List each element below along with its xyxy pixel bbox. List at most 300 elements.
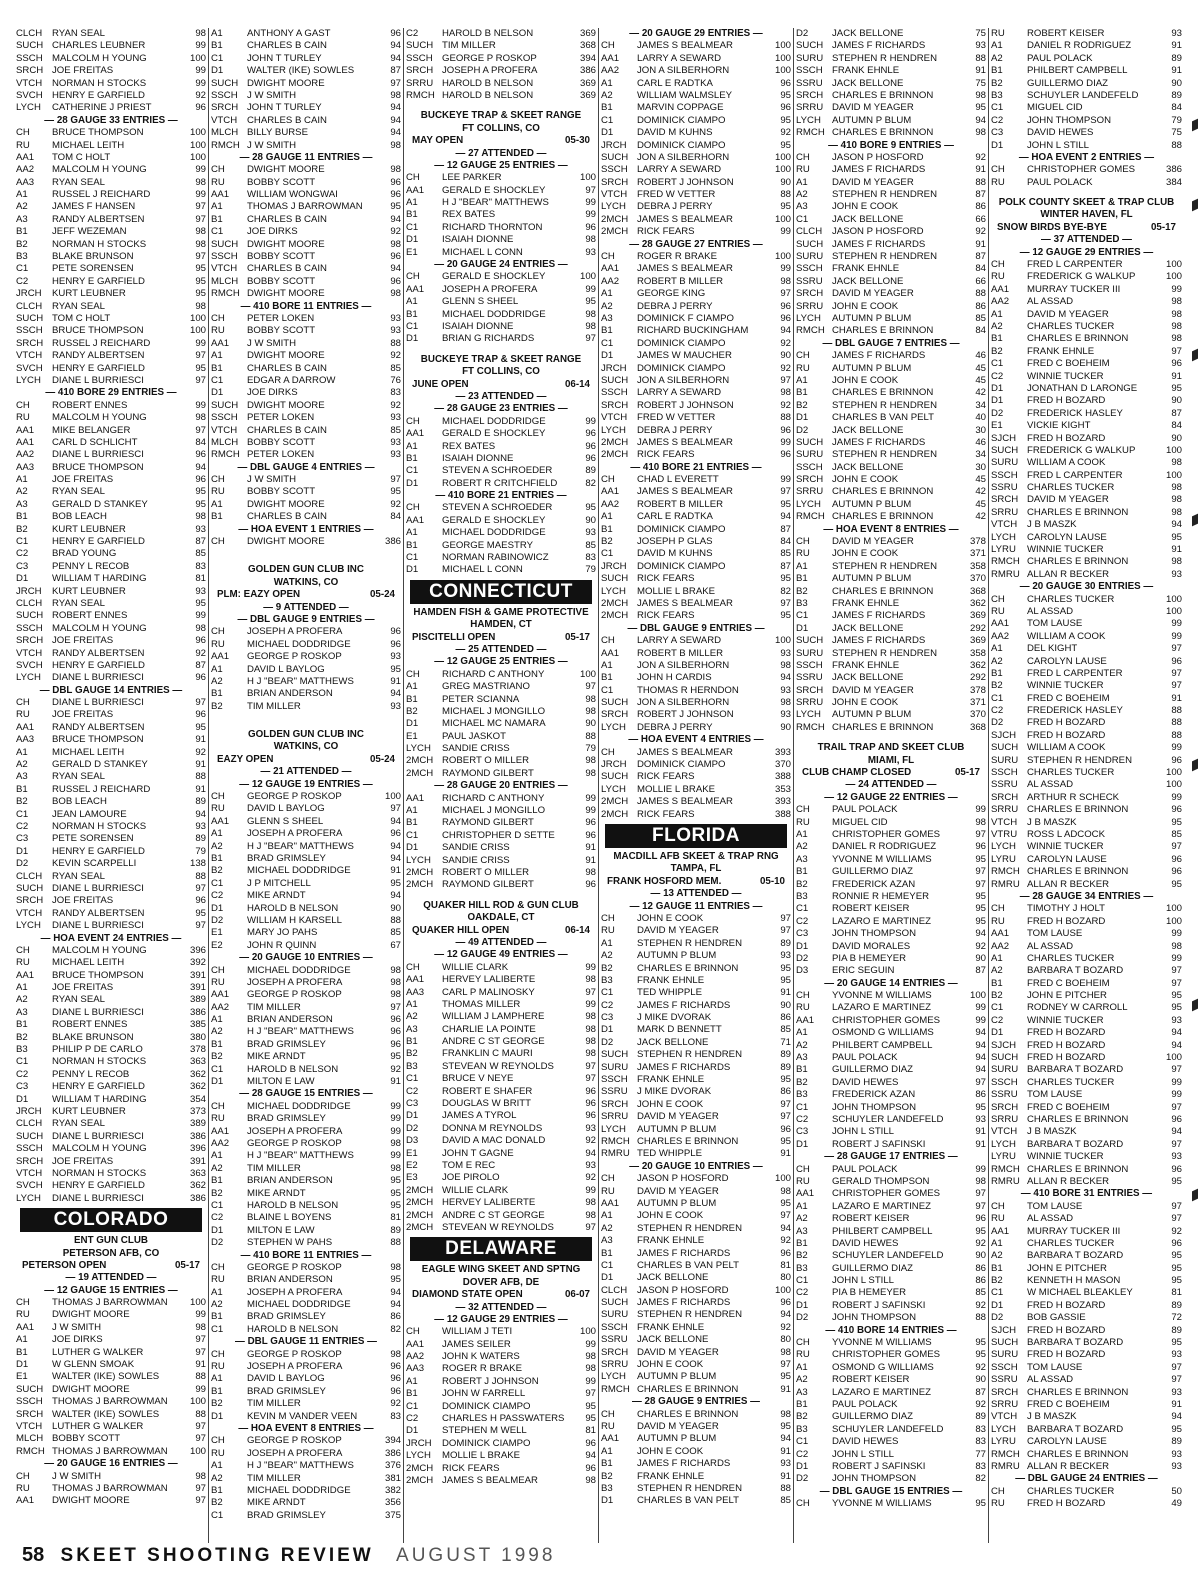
score: 49 <box>1171 1498 1182 1510</box>
class-code: LYRU <box>991 544 1016 556</box>
score: 94 <box>390 815 401 827</box>
class-code: D2 <box>796 1312 809 1324</box>
shooter-name: MILTON E LAW <box>247 1224 315 1236</box>
shooter-name: JAMES S BEALMEAR <box>637 213 733 225</box>
class-code: C2 <box>991 1014 1004 1026</box>
score: 86 <box>390 1311 401 1323</box>
class-code: B1 <box>16 1346 28 1358</box>
result-row <box>16 1446 206 1458</box>
shooter-name: AUTUMN P BLUM <box>832 573 912 585</box>
class-code: B1 <box>406 1036 418 1048</box>
score: 95 <box>1171 1337 1182 1349</box>
class-code: CH <box>796 1498 810 1510</box>
shooter-name: WILLIAM T HARDING <box>52 1093 147 1105</box>
result-row <box>16 771 206 783</box>
shooter-name: BOBBY SCOTT <box>52 1433 121 1445</box>
class-code: AA2 <box>601 65 620 77</box>
class-code: VTCH <box>16 350 43 362</box>
score: 100 <box>774 213 791 225</box>
shooter-name: BOBBY SCOTT <box>247 176 316 188</box>
shooter-name: ROBERT O MILLER <box>442 867 530 878</box>
score: 97 <box>780 925 791 937</box>
result-row <box>796 462 986 474</box>
result-row <box>406 1438 596 1450</box>
class-code: A1 <box>991 308 1003 320</box>
shoot-heading: BUCKEYE TRAP & SKEET RANGE <box>420 110 582 122</box>
score: 99 <box>585 998 596 1010</box>
shooter-name: YVONNE M WILLIAMS <box>832 990 932 1002</box>
score: 97 <box>390 1001 401 1013</box>
result-row <box>991 321 1182 333</box>
result-row <box>406 1073 596 1085</box>
result-row <box>601 127 791 139</box>
score: 97 <box>195 201 206 213</box>
shooter-name: HENRY E GARFIELD <box>52 89 145 101</box>
shooter-name: CHARLES TUCKER <box>1027 482 1115 494</box>
shooter-name: AUTUMN P BLUM <box>637 1197 717 1209</box>
result-row <box>601 1471 791 1483</box>
score: 373 <box>189 1105 206 1117</box>
class-code: D2 <box>601 1036 614 1048</box>
result-row <box>601 1012 791 1024</box>
shooter-name: HAROLD B NELSON <box>247 902 339 914</box>
spacer <box>406 346 596 354</box>
result-row <box>796 102 986 114</box>
class-code: SUCH <box>796 40 824 52</box>
results-column <box>404 28 599 1543</box>
result-row <box>211 903 401 915</box>
class-code: A1 <box>601 511 613 523</box>
class-code: C1 <box>211 1509 224 1521</box>
result-row <box>796 1461 986 1473</box>
class-code: C1 <box>406 1400 419 1412</box>
class-code: C2 <box>796 915 809 927</box>
shooter-name: WILLIAM A COOK <box>1027 457 1106 469</box>
score: 92 <box>585 1172 596 1184</box>
result-row <box>211 90 401 102</box>
score: 95 <box>975 915 986 927</box>
class-code: E1 <box>406 730 418 742</box>
score: 100 <box>774 151 791 163</box>
shooter-name: MIKE ARNDT <box>247 1187 306 1199</box>
class-code: SSCH <box>406 52 433 64</box>
score: 97 <box>780 1210 791 1222</box>
result-row <box>16 375 206 387</box>
result-row <box>601 1309 791 1321</box>
score: 99 <box>195 189 206 201</box>
shooter-name: DIANE L BURRIESCI <box>52 449 144 461</box>
score: 99 <box>390 1125 401 1137</box>
result-row <box>211 1411 401 1423</box>
score: 95 <box>1171 878 1182 890</box>
score: 94 <box>1171 1027 1182 1039</box>
class-code: E1 <box>406 1147 418 1159</box>
result-row <box>16 1347 206 1359</box>
score: 89 <box>780 937 791 949</box>
score: 90 <box>1171 77 1182 89</box>
class-code: RU <box>601 1420 615 1432</box>
event-header: — 12 GAUGE 29 ENTRIES — <box>434 1313 568 1325</box>
result-row <box>211 115 401 127</box>
shooter-name: JACK BELLONE <box>832 213 904 225</box>
shooter-name: GEORGE P ROSKOP <box>247 989 342 1001</box>
class-code: D1 <box>601 350 614 362</box>
shooter-name: JOHN L STILL <box>832 1448 895 1460</box>
shooter-name: FRANK EHNLE <box>832 659 900 671</box>
shoot-name: JUNE OPEN <box>412 378 469 390</box>
result-row <box>796 623 986 635</box>
score: 88 <box>975 1312 986 1324</box>
result-row <box>601 561 791 573</box>
result-row <box>16 1193 206 1205</box>
result-row <box>16 858 206 870</box>
shooter-name: CHARLES TUCKER <box>1027 952 1115 964</box>
score: 99 <box>1171 928 1182 940</box>
result-row <box>991 1312 1182 1324</box>
score: 92 <box>780 399 791 411</box>
class-code: AA1 <box>211 337 230 349</box>
shooter-name: JACK BELLONE <box>832 77 904 89</box>
shoot-date: 05-30 <box>564 135 590 147</box>
score: 96 <box>780 1247 791 1259</box>
result-row <box>406 515 596 527</box>
class-code: D2 <box>796 28 809 39</box>
shooter-name: JASON P HOSFORD <box>832 151 924 163</box>
shooter-name: BRIAN ANDERSON <box>247 688 333 700</box>
class-code: AA2 <box>601 498 620 510</box>
result-row <box>406 681 596 693</box>
result-row <box>16 548 206 560</box>
score: 98 <box>585 1351 596 1363</box>
score: 75 <box>975 28 986 39</box>
shooter-name: JOHN THOMPSON <box>832 928 917 940</box>
result-row <box>16 1359 206 1371</box>
class-code: CH <box>796 990 810 1002</box>
class-code: D2 <box>796 1473 809 1485</box>
result-row <box>991 1449 1182 1461</box>
score: 93 <box>975 40 986 52</box>
score: 292 <box>969 672 986 684</box>
shooter-name: DANIEL R RODRIGUEZ <box>1027 40 1132 52</box>
result-row <box>211 28 401 40</box>
score: 100 <box>1165 593 1182 605</box>
shooter-name: TOM LAUSE <box>1027 1089 1083 1101</box>
shooter-name: FRED C BOEHEIM <box>1027 692 1110 704</box>
shooter-name: STEPHEN R HENDREN <box>832 399 938 411</box>
result-row <box>211 40 401 52</box>
result-row <box>211 1274 401 1286</box>
result-row <box>16 920 206 932</box>
result-row <box>796 177 986 189</box>
result-row <box>16 239 206 251</box>
class-code: SUCH <box>16 610 44 622</box>
class-code: A3 <box>406 1023 418 1035</box>
result-row <box>601 1322 791 1334</box>
shooter-name: MOLLIE L BRAKE <box>442 1450 521 1462</box>
class-code: AA1 <box>16 436 35 448</box>
class-code: B2 <box>16 1031 28 1043</box>
class-code: A1 <box>991 40 1003 52</box>
class-code: CH <box>211 1435 225 1447</box>
result-row <box>796 1027 986 1039</box>
result-row <box>796 251 986 263</box>
score: 391 <box>189 982 206 994</box>
result-row <box>211 1361 401 1373</box>
class-code: A1 <box>406 197 418 209</box>
shooter-name: PETE SORENSEN <box>52 833 134 845</box>
score: 80 <box>780 1334 791 1346</box>
class-code: SURU <box>601 1309 629 1321</box>
score: 376 <box>384 1460 401 1472</box>
result-row <box>211 1101 401 1113</box>
shooter-name: BRUCE THOMPSON <box>52 127 144 139</box>
class-code: AA1 <box>16 424 35 436</box>
result-row <box>991 420 1182 432</box>
event-header: — 19 ATTENDED — <box>65 1272 157 1284</box>
score: 95 <box>780 1135 791 1147</box>
class-code: CH <box>796 1337 810 1349</box>
class-code: A1 <box>406 681 418 693</box>
score: 96 <box>195 474 206 486</box>
class-code: A1 <box>796 1027 808 1039</box>
shooter-name: GEORGE P ROSKOP <box>247 1137 342 1149</box>
event-header: — DBL GAUGE 4 ENTRIES — <box>237 461 375 473</box>
score: 94 <box>975 1039 986 1051</box>
shooter-name: TOM E REC <box>442 1159 496 1171</box>
shooter-name: CHARLES E BRINNON <box>1027 506 1129 518</box>
class-code: SUCH <box>601 573 629 585</box>
class-code: B2 <box>991 990 1003 1002</box>
event-header: — HOA EVENT 1 ENTRIES — <box>238 523 374 535</box>
shooter-name: JOE FREITAS <box>52 474 114 486</box>
shooter-name: JOHN T TURLEY <box>247 52 322 64</box>
shooter-name: PAUL POLACK <box>832 1398 898 1410</box>
page-footer <box>22 1544 555 1567</box>
result-row <box>601 796 791 808</box>
result-row <box>991 643 1182 655</box>
class-code: SSCH <box>796 65 823 77</box>
class-code: A2 <box>991 52 1003 64</box>
score: 46 <box>975 436 986 448</box>
score: 86 <box>975 1262 986 1274</box>
shooter-name: THOMAS R HERNDON <box>637 684 739 696</box>
score: 100 <box>1165 1052 1182 1064</box>
shooter-name: J W SMITH <box>247 89 297 101</box>
shooter-name: CHARLES B VAN PELT <box>637 1495 740 1507</box>
class-code: VTCH <box>991 816 1018 828</box>
class-code: SSCH <box>211 412 238 424</box>
result-row <box>211 263 401 275</box>
result-row <box>211 1163 401 1175</box>
result-row <box>211 1448 401 1460</box>
shooter-name: ANTHONY A GAST <box>247 28 331 39</box>
score: 94 <box>390 52 401 64</box>
class-code: AA1 <box>991 283 1010 295</box>
score: 94 <box>390 127 401 139</box>
score: 75 <box>975 77 986 89</box>
class-code: SSRU <box>796 275 823 287</box>
score: 97 <box>975 1188 986 1200</box>
score: 89 <box>975 1411 986 1423</box>
score: 94 <box>390 263 401 275</box>
result-row <box>211 511 401 523</box>
result-row <box>406 222 596 234</box>
shooter-name: JAMES W MAUCHER <box>637 350 732 362</box>
class-code: CH <box>796 536 810 548</box>
shooter-name: DEBRA J PERRY <box>637 721 713 733</box>
result-row <box>601 499 791 511</box>
score: 94 <box>975 1027 986 1039</box>
class-code: D1 <box>601 127 614 139</box>
class-code: C1 <box>406 552 419 564</box>
result-row <box>991 594 1182 606</box>
shooter-name: JAMES SEILER <box>442 1338 511 1350</box>
result-row <box>16 734 206 746</box>
score: 92 <box>780 127 791 139</box>
event-header: — 410 BORE 21 ENTRIES — <box>630 461 762 473</box>
score: 100 <box>189 139 206 151</box>
score: 98 <box>1171 494 1182 506</box>
class-code: C2 <box>406 1085 419 1097</box>
shooter-name: JOHN E PITCHER <box>1027 1262 1107 1274</box>
result-row <box>16 970 206 982</box>
class-code: CH <box>211 1261 225 1273</box>
shooter-name: JAMES S BEALMEAR <box>637 263 733 275</box>
result-row <box>601 1334 791 1346</box>
class-code: D1 <box>406 234 419 246</box>
result-row <box>16 276 206 288</box>
score: 89 <box>1171 52 1182 64</box>
score: 368 <box>969 721 986 733</box>
class-code: B2 <box>601 1470 613 1482</box>
class-code: D1 <box>16 1359 29 1371</box>
score: 98 <box>585 1474 596 1486</box>
result-row <box>991 457 1182 469</box>
score: 96 <box>390 626 401 638</box>
class-code: SRRU <box>601 1111 629 1123</box>
class-code: D1 <box>406 477 419 489</box>
score: 96 <box>975 1213 986 1225</box>
score: 378 <box>969 684 986 696</box>
class-code: LYCH <box>601 424 626 436</box>
score: 95 <box>1171 1262 1182 1274</box>
score: 91 <box>1171 370 1182 382</box>
score: 97 <box>975 1076 986 1088</box>
score: 91 <box>390 865 401 877</box>
result-row <box>601 536 791 548</box>
score: 391 <box>189 969 206 981</box>
score: 99 <box>585 209 596 221</box>
score: 98 <box>390 164 401 176</box>
class-code: SSCH <box>16 622 43 634</box>
shooter-name: CHARLES B CAIN <box>247 114 327 126</box>
result-row <box>991 1399 1182 1411</box>
result-row <box>16 524 206 536</box>
class-code: AA1 <box>16 1495 35 1507</box>
score: 93 <box>390 651 401 663</box>
shooter-name: BRIAN ANDERSON <box>247 1274 333 1286</box>
class-code: B1 <box>991 333 1003 345</box>
result-row <box>406 527 596 539</box>
score: 98 <box>585 1011 596 1023</box>
class-code: C2 <box>16 548 29 560</box>
result-row <box>601 1049 791 1061</box>
shooter-name: DOMINICK CIAMPO <box>637 362 726 374</box>
result-row <box>601 610 791 622</box>
class-code: SJCH <box>991 729 1017 741</box>
shooter-name: TED WHIPPLE <box>637 1148 703 1160</box>
shooter-name: FREDERICK HASLEY <box>1027 705 1123 717</box>
score: 99 <box>975 1002 986 1014</box>
shooter-name: DIANE L BURRIESCI <box>52 1130 144 1142</box>
class-code: RMCH <box>991 1448 1020 1460</box>
shooter-name: BOBBY SCOTT <box>247 436 316 448</box>
score: 93 <box>1171 28 1182 39</box>
score: 100 <box>579 172 596 184</box>
shooter-name: STEPHEN R HENDREN <box>1027 754 1133 766</box>
result-row <box>601 1409 791 1421</box>
shooter-name: GEORGE P ROSKOP <box>442 52 537 64</box>
class-code: C3 <box>601 1012 614 1024</box>
score: 100 <box>774 635 791 647</box>
shooter-name: JOSEPH A PROFERA <box>247 626 343 638</box>
score: 99 <box>585 792 596 804</box>
shooter-name: H J "BEAR" MATTHEWS <box>247 1150 354 1162</box>
class-code: RU <box>991 1213 1005 1225</box>
result-row <box>16 363 206 375</box>
result-row <box>16 1495 206 1507</box>
shooter-name: BRUCE THOMPSON <box>52 461 144 473</box>
shooter-name: LARRY A SEWARD <box>637 52 722 64</box>
shooter-name: AL ASSAD <box>1027 1213 1074 1225</box>
shooter-name: CAROLYN LAUSE <box>1027 531 1107 543</box>
shooter-name: FRANK EHNLE <box>637 974 705 986</box>
score: 95 <box>195 597 206 609</box>
class-code: SUCH <box>796 635 824 647</box>
shooter-name: HAROLD B NELSON <box>442 28 534 39</box>
result-row <box>601 1173 791 1185</box>
score: 93 <box>585 1159 596 1171</box>
class-code: 2MCH <box>406 1462 434 1474</box>
shooter-name: WINNIE TUCKER <box>1027 680 1104 692</box>
score: 91 <box>975 1138 986 1150</box>
class-code: 2MCH <box>406 1221 434 1233</box>
result-row <box>406 974 596 986</box>
result-row <box>796 697 986 709</box>
class-code: AA2 <box>16 164 35 176</box>
class-code: A3 <box>16 771 28 783</box>
shooter-name: RUSSEL J REICHARD <box>52 783 151 795</box>
class-code: LYCH <box>16 672 41 684</box>
class-code: A1 <box>16 1334 28 1346</box>
shooter-name: GUILLERMO DIAZ <box>832 1411 914 1423</box>
class-code: RMCH <box>796 127 825 139</box>
class-code: CH <box>211 536 225 548</box>
result-row <box>796 941 986 953</box>
shooter-name: CHARLES TUCKER <box>1027 1485 1115 1497</box>
class-code: AA1 <box>211 1125 230 1137</box>
class-code: CH <box>211 626 225 638</box>
result-row <box>991 164 1182 176</box>
result-row <box>601 449 791 461</box>
class-code: B1 <box>796 1064 808 1076</box>
shooter-name: DAVID M YEAGER <box>637 925 719 937</box>
class-code: D1 <box>796 622 809 634</box>
score: 95 <box>975 890 986 902</box>
score: 97 <box>195 424 206 436</box>
result-row <box>211 651 401 663</box>
result-row <box>991 928 1182 940</box>
